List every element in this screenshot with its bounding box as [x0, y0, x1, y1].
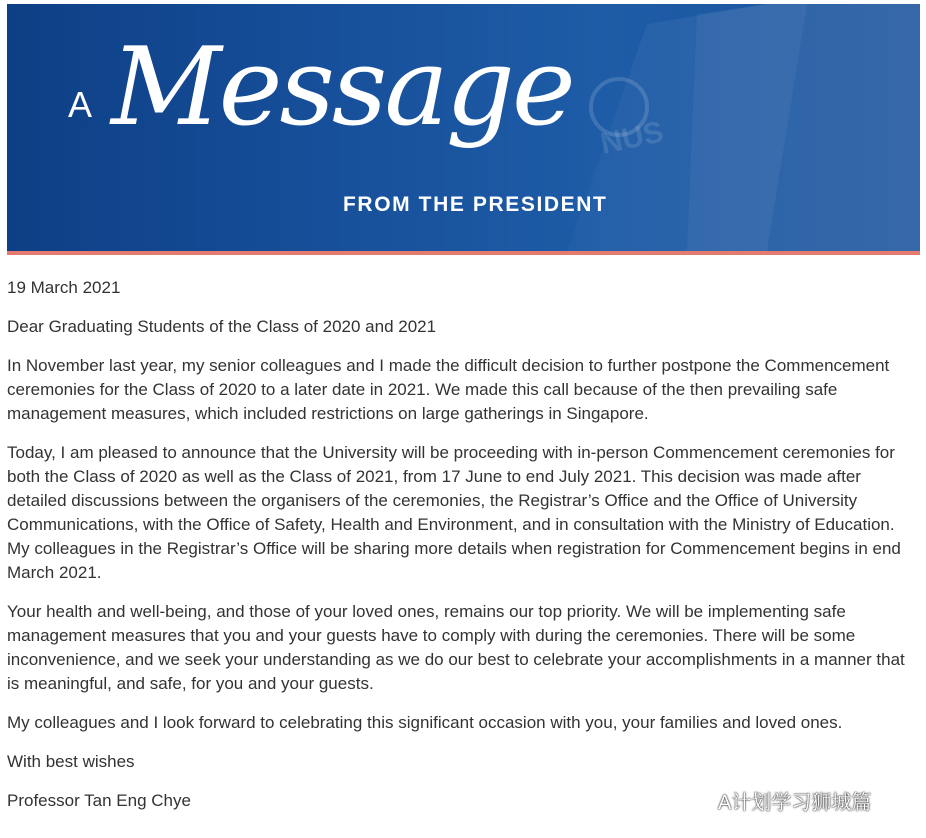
banner-accent-stripe: [7, 251, 920, 255]
banner-title: Message: [111, 25, 573, 150]
banner-prefix: A: [68, 84, 94, 125]
letter-paragraph: In November last year, my senior colleagues and I made the difficult decision to further postpone the Commencement ceremonies for the Class of 2020 to a later date in 2021. We made this call because of the then prevailing safe management measures, which included restrictions on large gatherings in Singapore.: [7, 356, 890, 423]
letter-closing: With best wishes: [7, 752, 135, 771]
nus-logo-watermark: NUS: [597, 115, 667, 161]
letter-date: 19 March 2021: [7, 278, 121, 297]
letter-paragraph: Your health and well-being, and those of your loved ones, remains our top priority. We will be implementing safe management measures that you and your guests have to comply with during the ceremonies. There will be some inconvenience, and we seek your understanding as we do our best to celebrate your accomplishments in a manner that is meaningful, and safe, for you and your guests.: [7, 602, 905, 693]
wechat-watermark: [678, 786, 871, 815]
wechat-icon: [678, 787, 712, 815]
letter-signature: Professor Tan Eng Chye: [7, 791, 191, 810]
letter-salutation: Dear Graduating Students of the Class of 2020 and 2021: [7, 317, 437, 336]
header-banner: [7, 4, 920, 251]
letter-paragraph: My colleagues and I look forward to celebrating this significant occasion with you, your families and loved ones.: [7, 713, 843, 732]
letter-body: [7, 276, 920, 813]
letter-paragraph: Today, I am pleased to announce that the University will be proceeding with in-person Commencement ceremonies for both the Class of 2020 as well as the Class of 2021, from 17 June to end July 2021. This decision was made after detailed discussions between the organisers of the ceremonies, the Registrar’s Office and the Office of University Communications, with the Office of Safety, Health and Environment, and in consultation with the Ministry of Education. My colleagues in the Registrar’s Office will be sharing more details when registration for Commencement begins in end March 2021.: [7, 443, 901, 582]
banner-subtitle: FROM THE PRESIDENT: [343, 193, 608, 216]
watermark-text: A计划学习狮城篇: [718, 792, 872, 814]
